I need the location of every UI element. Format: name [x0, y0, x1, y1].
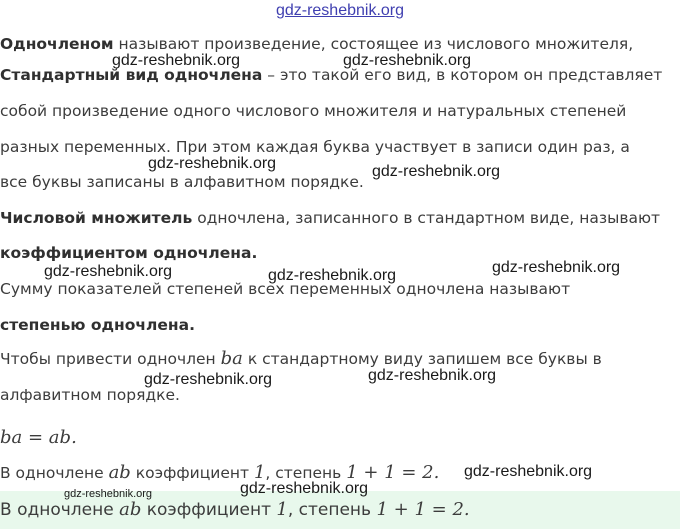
result-text: В одночлене — [0, 464, 109, 482]
watermark: gdz-reshebnik.org — [464, 463, 593, 480]
definition-coefficient-term — [0, 243, 257, 263]
example-text: Чтобы привести одночлен — [0, 350, 221, 368]
coefficient-value: 1 — [253, 462, 266, 483]
term-degree: степенью одночлена — [0, 316, 190, 334]
term-coefficient: коэффициентом одночлена — [0, 244, 252, 262]
watermark: gdz-reshebnik.org — [112, 52, 241, 69]
text-line: алфавитном порядке. — [0, 386, 180, 404]
formula-equals: = — [22, 427, 49, 448]
watermark: gdz-reshebnik.org — [372, 163, 501, 180]
result-period: . — [433, 462, 440, 483]
period: . — [251, 244, 258, 262]
example-text: к стандартному виду запишем все буквы в — [242, 350, 602, 368]
formula — [0, 428, 77, 448]
watermark: gdz-reshebnik.org — [343, 52, 472, 69]
watermark: gdz-reshebnik.org — [148, 155, 277, 172]
answer-line — [0, 500, 470, 520]
answer-monomial: ab — [119, 499, 142, 520]
site-header-link[interactable]: gdz-reshebnik.org — [275, 2, 405, 19]
definition-standard-form — [0, 65, 662, 85]
result-text: коэффициент — [130, 464, 254, 482]
text-line: собой произведение одного числового множителя и натуральных степеней — [0, 102, 627, 120]
watermark: gdz-reshebnik.org — [268, 267, 397, 284]
watermark: gdz-reshebnik.org — [240, 480, 369, 497]
answer-period: . — [463, 499, 470, 520]
result-text: , степень — [265, 464, 347, 482]
definition-degree: Сумму показателей степеней всех переменных одночлена называют — [0, 280, 571, 298]
answer-text: коэффициент — [141, 500, 277, 520]
monomial-ba: ba — [220, 348, 243, 369]
formula-lhs: ba — [0, 427, 23, 448]
watermark: gdz-reshebnik.org — [492, 259, 621, 276]
answer-text: В одночлене — [0, 500, 120, 520]
definition-text: одночлена, записанного в стандартном виде, называют — [192, 209, 661, 227]
definition-text: называют произведение, состоящее из числового множителя, — [113, 35, 634, 53]
definition-degree-term — [0, 315, 195, 335]
watermark: gdz-reshebnik.org — [44, 263, 173, 280]
monomial-ab: ab — [108, 462, 131, 483]
term-numeric-factor: Числовой множитель — [0, 209, 193, 227]
watermark: gdz-reshebnik.org — [368, 367, 497, 384]
definition-text: – это такой его вид, в котором он представляет — [262, 66, 663, 84]
term-monomial: Одночленом — [0, 35, 114, 53]
answer-degree: 1 + 1 = 2 — [376, 499, 464, 520]
period: . — [189, 316, 195, 334]
result-line — [0, 463, 439, 483]
watermark: gdz-reshebnik.org — [144, 371, 273, 388]
formula-rhs: ab — [48, 427, 72, 448]
term-standard-form: Стандартный вид одночлена — [0, 66, 263, 84]
text-line: разных переменных. При этом каждая буква участвует в записи один раз, а — [0, 138, 630, 156]
definition-coefficient — [0, 208, 660, 228]
example-intro — [0, 349, 602, 369]
answer-coefficient: 1 — [276, 499, 288, 520]
degree-value: 1 + 1 = 2 — [346, 462, 434, 483]
formula-period: . — [71, 427, 77, 448]
answer-text: , степень — [287, 500, 377, 520]
watermark: gdz-reshebnik.org — [64, 488, 153, 500]
text-line: все буквы записаны в алфавитном порядке. — [0, 173, 364, 191]
definition-monomial — [0, 34, 633, 54]
